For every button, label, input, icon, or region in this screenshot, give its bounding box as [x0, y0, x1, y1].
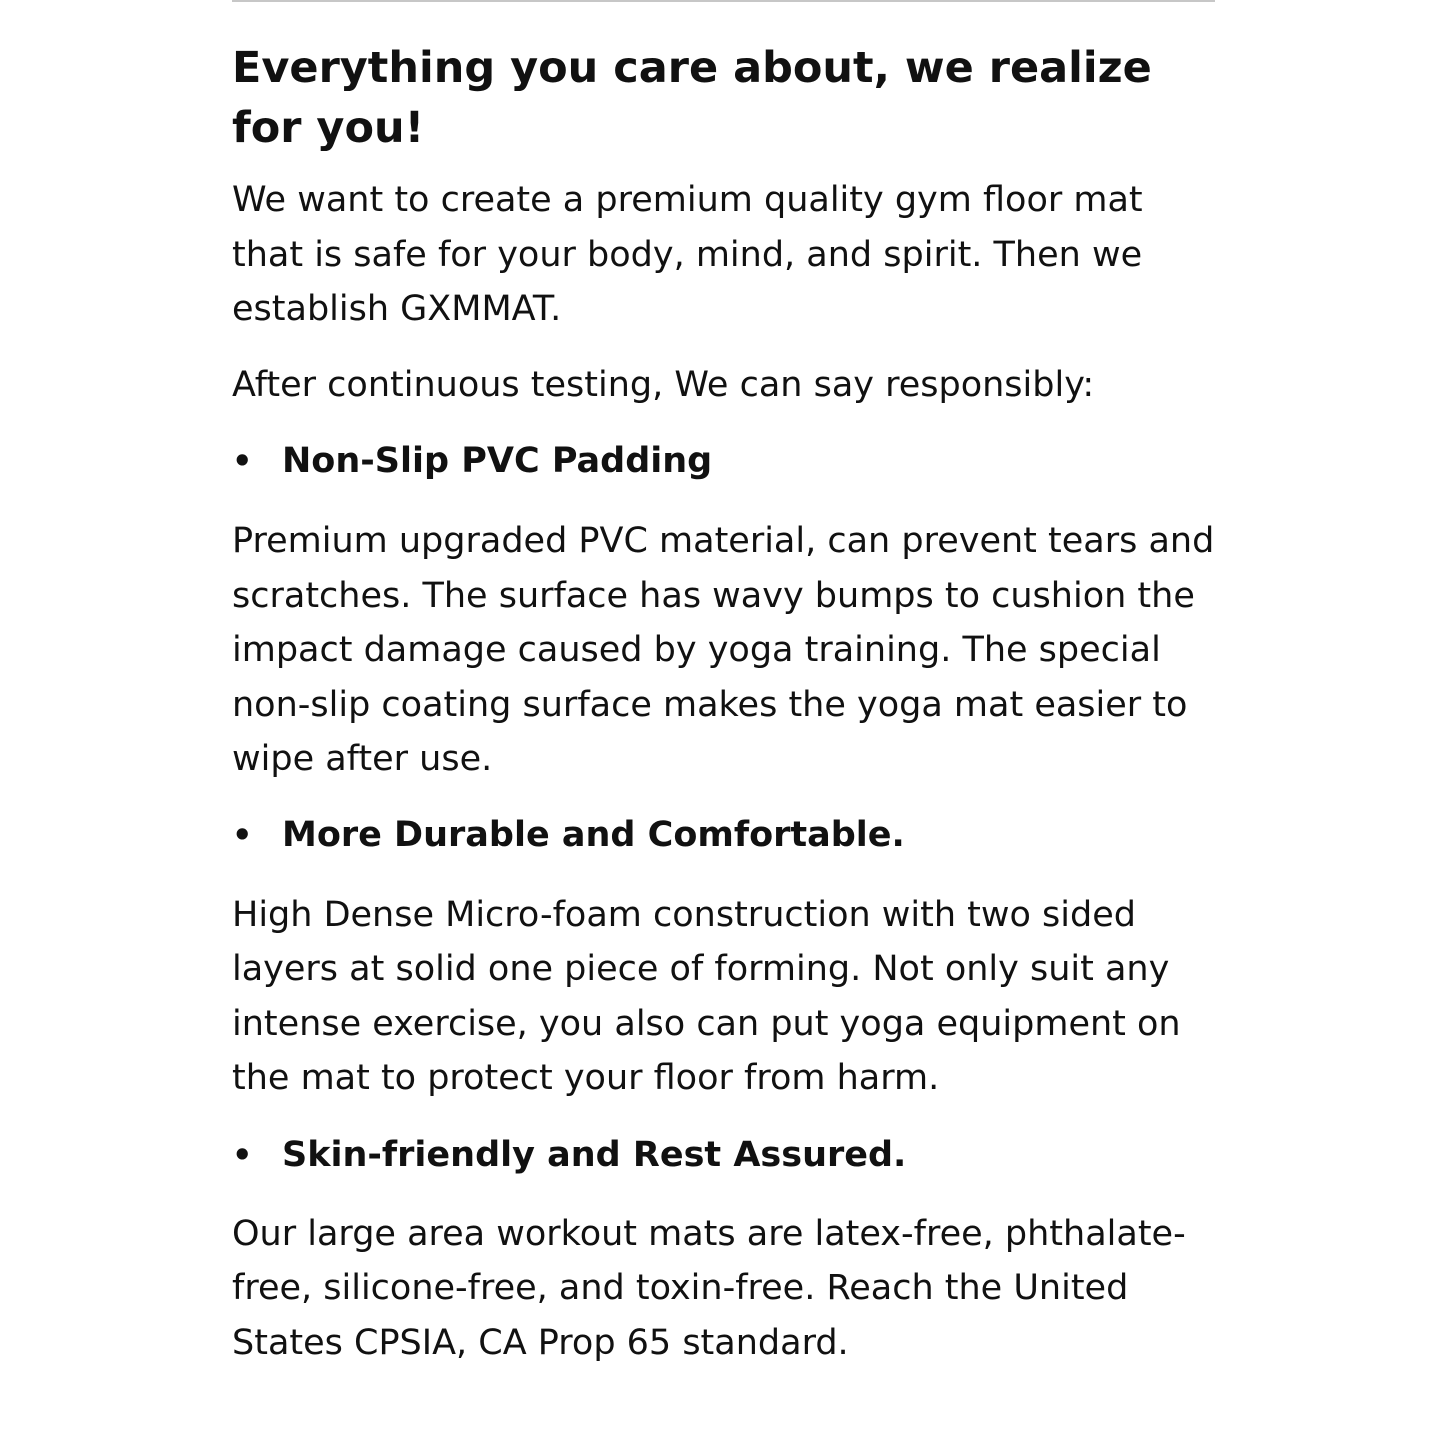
feature-bullet-skin-friendly [232, 1128, 1222, 1182]
testing-statement: After continuous testing, We can say responsibly: [232, 364, 1095, 405]
bullet-dot-icon: • [232, 442, 253, 480]
section-heading: Everything you care about, we realize for you! [232, 43, 1152, 153]
feature-title: Non-Slip PVC Padding [282, 441, 713, 481]
feature-bullet-durable [232, 808, 1222, 862]
intro-paragraph: We want to create a premium quality gym floor mat that is safe for your body, mind, and spirit. Then we establish GXMMAT. [232, 180, 1143, 329]
feature-title: More Durable and Comfortable. [282, 814, 905, 855]
feature-bullet-non-slip [232, 434, 1222, 488]
product-description [232, 38, 1222, 1370]
bullet-dot-icon: • [232, 1135, 253, 1174]
feature-description: Our large area workout mats are latex-free, phthalate-free, silicone-free, and toxin-free. Reach the United States CPSIA, CA Prop 65 standard. [232, 1213, 1186, 1363]
feature-description: Premium upgraded PVC material, can prevent tears and scratches. The surface has wavy bumps to cushion the impact damage caused by yoga training. The special non-slip coating surface makes the yoga mat easier to wipe after use. [232, 521, 1215, 779]
feature-title: Skin-friendly and Rest Assured. [282, 1134, 907, 1175]
top-divider [232, 0, 1215, 2]
bullet-dot-icon: • [232, 815, 253, 854]
feature-description: High Dense Micro-foam construction with two sided layers at solid one piece of forming. Not only suit any intense exercise, you also can put yoga equipment on the mat to protect your floor from harm. [232, 894, 1181, 1098]
